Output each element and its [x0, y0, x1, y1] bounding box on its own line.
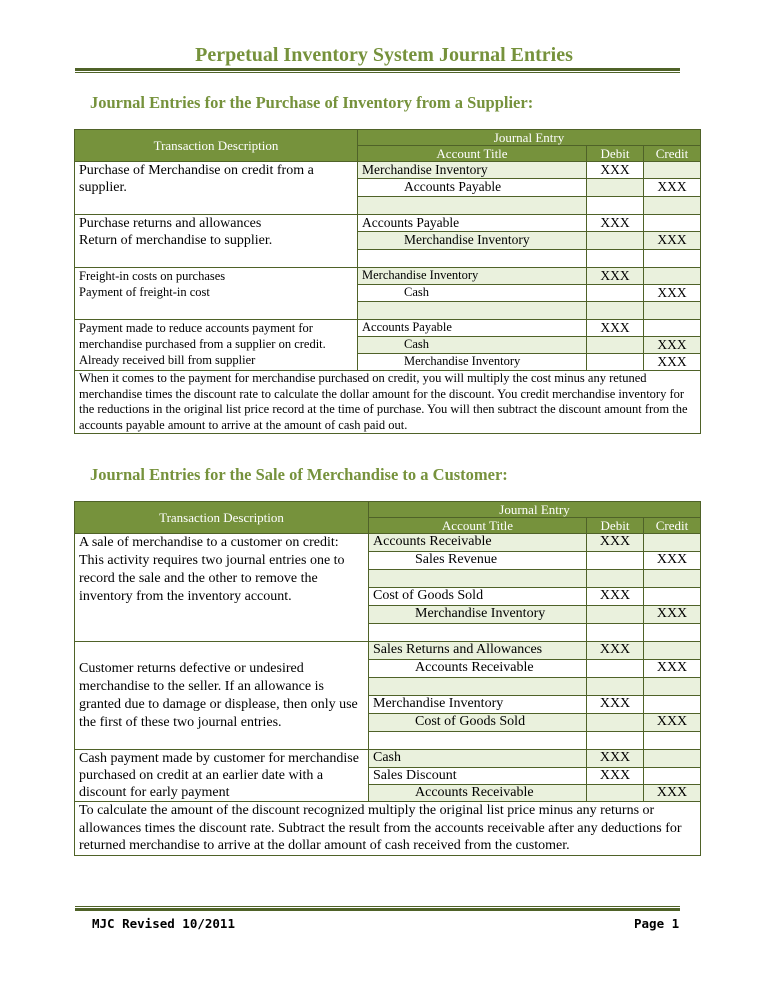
- transaction-description: [75, 215, 358, 268]
- credit-amount: [644, 696, 701, 714]
- debit-amount: XXX: [587, 750, 644, 768]
- credit-amount: XXX: [644, 660, 701, 678]
- debit-amount: [587, 197, 644, 215]
- header-journal-entry: Journal Entry: [369, 502, 701, 518]
- credit-amount: [644, 268, 701, 285]
- debit-amount: XXX: [587, 320, 644, 337]
- credit-amount: [644, 302, 701, 320]
- header-transaction-description: Transaction Description: [75, 130, 358, 162]
- account-title: [358, 197, 587, 215]
- debit-amount: [587, 624, 644, 642]
- header-credit: Credit: [644, 518, 701, 534]
- description-line: Purchase returns and allowances: [79, 216, 262, 231]
- account-title: Accounts Receivable: [369, 660, 587, 678]
- account-title: Merchandise Inventory: [358, 354, 587, 371]
- account-title: Merchandise Inventory: [358, 162, 587, 179]
- credit-amount: [644, 215, 701, 232]
- debit-amount: XXX: [587, 588, 644, 606]
- description-line: Payment of freight-in cost: [79, 285, 210, 299]
- debit-amount: [587, 732, 644, 750]
- transaction-description: [75, 268, 358, 320]
- credit-amount: XXX: [644, 354, 701, 371]
- transaction-description: A sale of merchandise to a customer on credit: This activity requires two journal entries one to record the sale and the other to remove the inventory from the inventory account.: [75, 534, 369, 642]
- debit-amount: XXX: [587, 215, 644, 232]
- account-title: Accounts Payable: [358, 320, 587, 337]
- account-title: Merchandise Inventory: [369, 696, 587, 714]
- credit-amount: [644, 588, 701, 606]
- account-title: [358, 302, 587, 320]
- transaction-description: Cash payment made by customer for merchandise purchased on credit at an earlier date with a discount for early payment: [75, 750, 369, 802]
- account-title: Accounts Receivable: [369, 534, 587, 552]
- account-title: Merchandise Inventory: [358, 232, 587, 250]
- account-title: [369, 624, 587, 642]
- credit-amount: [644, 768, 701, 785]
- account-title: Accounts Payable: [358, 179, 587, 197]
- credit-amount: [644, 534, 701, 552]
- title-rule: [75, 68, 680, 73]
- account-title: Accounts Receivable: [369, 785, 587, 802]
- account-title: Sales Revenue: [369, 552, 587, 570]
- account-title: Cost of Goods Sold: [369, 588, 587, 606]
- account-title: Sales Discount: [369, 768, 587, 785]
- debit-amount: XXX: [587, 534, 644, 552]
- description-line: Freight-in costs on purchases: [79, 269, 226, 283]
- sale-heading: Journal Entries for the Sale of Merchandise to a Customer:: [90, 465, 508, 484]
- debit-amount: XXX: [587, 642, 644, 660]
- account-title: Cash: [369, 750, 587, 768]
- account-title: Merchandise Inventory: [369, 606, 587, 624]
- transaction-description: Payment made to reduce accounts payment for merchandise purchased from a supplier on credit. Already received bill from supplier: [75, 320, 358, 371]
- debit-amount: [587, 552, 644, 570]
- transaction-description: Customer returns defective or undesired merchandise to the seller. If an allowance is granted due to damage or displease, then only use the first of these two journal entries.: [75, 642, 369, 750]
- credit-amount: XXX: [644, 337, 701, 354]
- header-account-title: Account Title: [369, 518, 587, 534]
- credit-amount: XXX: [644, 606, 701, 624]
- debit-amount: [587, 678, 644, 696]
- credit-amount: [644, 250, 701, 268]
- account-title: [358, 250, 587, 268]
- credit-amount: [644, 162, 701, 179]
- header-account-title: Account Title: [358, 146, 587, 162]
- credit-amount: [644, 320, 701, 337]
- header-journal-entry: Journal Entry: [358, 130, 701, 146]
- debit-amount: [587, 354, 644, 371]
- debit-amount: [587, 232, 644, 250]
- account-title: Sales Returns and Allowances: [369, 642, 587, 660]
- account-title: Cash: [358, 337, 587, 354]
- credit-amount: [644, 750, 701, 768]
- debit-amount: XXX: [587, 696, 644, 714]
- sale-note: To calculate the amount of the discount recognized multiply the original list price minus any returns or allowances times the discount rate. Subtract the result from the accounts receivable after any deductions for returned merchandise to arrive at the dollar amount of cash received from the customer.: [75, 802, 701, 856]
- credit-amount: [644, 624, 701, 642]
- credit-amount: [644, 642, 701, 660]
- debit-amount: XXX: [587, 768, 644, 785]
- debit-amount: XXX: [587, 268, 644, 285]
- credit-amount: XXX: [644, 179, 701, 197]
- debit-amount: [587, 714, 644, 732]
- sale-journal-table: [74, 501, 701, 856]
- debit-amount: [587, 570, 644, 588]
- debit-amount: [587, 785, 644, 802]
- debit-amount: [587, 606, 644, 624]
- purchase-journal-table: [74, 129, 701, 434]
- account-title: [369, 732, 587, 750]
- credit-amount: [644, 678, 701, 696]
- header-debit: Debit: [587, 146, 644, 162]
- account-title: Accounts Payable: [358, 215, 587, 232]
- account-title: Cash: [358, 285, 587, 302]
- credit-amount: XXX: [644, 232, 701, 250]
- header-debit: Debit: [587, 518, 644, 534]
- account-title: Cost of Goods Sold: [369, 714, 587, 732]
- header-credit: Credit: [644, 146, 701, 162]
- credit-amount: XXX: [644, 285, 701, 302]
- credit-amount: XXX: [644, 552, 701, 570]
- footer-revision: MJC Revised 10/2011: [92, 916, 235, 931]
- debit-amount: [587, 337, 644, 354]
- debit-amount: XXX: [587, 162, 644, 179]
- credit-amount: XXX: [644, 714, 701, 732]
- footer-page-number: Page 1: [634, 916, 680, 931]
- debit-amount: [587, 250, 644, 268]
- debit-amount: [587, 285, 644, 302]
- purchase-note: When it comes to the payment for merchandise purchased on credit, you will multiply the cost minus any retuned merchandise times the discount rate to calculate the dollar amount for the discount. You credit merchandise inventory for the reductions in the original list price record at the time of purchase. You will then subtract the discount amount from the accounts payable amount to arrive at the amount of cash paid out.: [75, 371, 701, 434]
- debit-amount: [587, 179, 644, 197]
- page-title: Perpetual Inventory System Journal Entries: [195, 44, 573, 66]
- account-title: [369, 570, 587, 588]
- credit-amount: [644, 197, 701, 215]
- debit-amount: [587, 302, 644, 320]
- header-transaction-description: Transaction Description: [75, 502, 369, 534]
- footer-rule: [75, 906, 680, 911]
- credit-amount: [644, 732, 701, 750]
- credit-amount: XXX: [644, 785, 701, 802]
- transaction-description: Purchase of Merchandise on credit from a supplier.: [75, 162, 358, 215]
- account-title: Merchandise Inventory: [358, 268, 587, 285]
- credit-amount: [644, 570, 701, 588]
- debit-amount: [587, 660, 644, 678]
- account-title: [369, 678, 587, 696]
- description-line: Return of merchandise to supplier.: [79, 233, 273, 248]
- purchase-heading: Journal Entries for the Purchase of Inventory from a Supplier:: [90, 93, 534, 112]
